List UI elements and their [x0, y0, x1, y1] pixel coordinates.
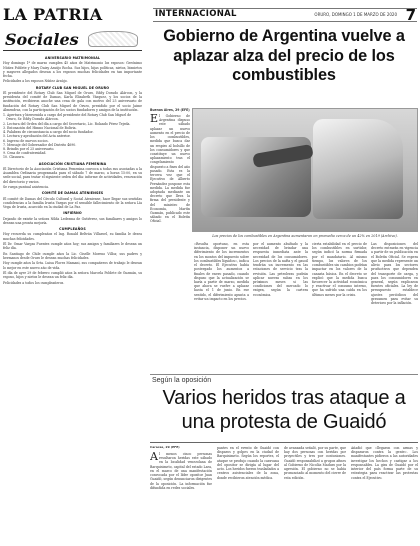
- sidebar-block-heading: ANIVERSARIO MATRIMONIAL: [44, 56, 101, 60]
- article2-column-3: de avanzada señaló, por su parte, que hay dos personas con heridas por proyectiles y tres por contusiones. Guaidó responsabilizó a grupos afines al Gobierno de Nicolás Maduro por la agresión. El gobierno no se había pronunciado al momento del cierre de esta edición.: [284, 446, 346, 480]
- sidebar-block-heading: ROTARY CLUB SAN MIGUEL DE ORURO: [35, 85, 110, 90]
- divider: [150, 442, 418, 443]
- article1-dropcap: E: [150, 114, 159, 125]
- sidebar-paragraph: Se ruega puntual asistencia.: [3, 185, 50, 190]
- article2-column-1: [150, 452, 212, 544]
- decorative-ornament: [88, 31, 138, 47]
- sidebar-paragraph: 7. Mensaje del Gobernador del Distrito 4690.: [3, 142, 77, 147]
- article2-byline: Caracas, 29 (EFE): [150, 446, 180, 449]
- article2-col1-text: l menos cinco personas resultaron heridas este sábado en la localidad venezolana de Barquisimeto, capital del estado Lara, en el marco de una manifestación convocada por el líder opositor Juan Guaidó, según denunciaron dirigentes de la oposición. La información fue difundida en redes sociales.: [150, 452, 212, 490]
- article1-column-4: cierta estabilidad en el precio de los combustibles en surtidor, según indicó la norma firmada por el mandatario. Al mismo tiempo, los valores de los combustibles sin cambios podrían impactar en los valores de la canasta básica. En el decreto se explicó que la medida busca favorecer la actividad económica y reactivar el consumo interno, que ha sufrido una caída en los últimos meses por la crisis.: [312, 242, 367, 297]
- article1-headline: Gobierno de Argentina vuelve a aplazar alza del precio de los combustibles: [163, 27, 405, 85]
- fuel-station-photo: [192, 108, 418, 232]
- sidebar-paragraph: El Dr. Omar Vargas Fuentes cumple años hoy; sus amigos y familiares le desean un feliz día.: [3, 242, 142, 251]
- sidebar-paragraph: 1. Apertura y bienvenida a cargo del presidente del Rotary Club San Miguel de Oruro, Sr. Eddy Dorado Alárcon.: [3, 113, 132, 122]
- sidebar-paragraph: 4. Palabras de circunstancia a cargo del socio fundador.: [3, 130, 94, 135]
- sidebar-paragraph: Hoy domingo 1º de marzo cumplen 45 años de Matrimonio los esposos: Gerónimo Núñez Poblete y Mary Daisy Araújo Rocha. Sus hijos, hijas políticas, nietos, bisnietos y mayores allegados desean a los esposos muchas felicidades en tan importante fecha.: [3, 61, 142, 78]
- sociales-banner: [3, 28, 142, 54]
- sidebar-paragraph: 9. Cena de confraternidad.: [3, 151, 47, 156]
- sidebar-paragraph: 2. Lectura del Orden del día a cargo del Secretario, Lic. Rolando Pérez Tejeda.: [3, 121, 131, 126]
- sidebar-block-heading: CUMPLEAÑOS: [59, 227, 86, 232]
- sidebar-paragraph: En Santiago de Chile cumple años la Lic. Giselle Moreno Villca; sus padres y hermanos desde Oruro le desean muchas felicidades.: [3, 251, 142, 260]
- article2-headline: Varios heridos tras ataque a una protesta de Guaidó: [162, 387, 406, 433]
- article1-byline: Buenos Aires, 29 (EFE): [150, 108, 190, 112]
- sidebar-block-heading: INFIERNO: [63, 211, 82, 216]
- sidebar-paragraph: El Directorio de la Asociación Cristiana Femenina convoca a todas sus asociadas a la Asamblea Ordinaria programada para el sábado 7 de marzo, a horas 15:00, en su sede social, para tratar el siguiente orden del día: informe de actividades, renovación del directorio y varios.: [3, 167, 142, 184]
- page-number: 7: [405, 6, 416, 24]
- photo-caption: Los precios de los combustibles en Argentina aumentaron en promedio cerca de un 42% en 2019 (Archivo).: [212, 234, 398, 238]
- sidebar-blocks: [3, 56, 142, 285]
- article1-col1-text: l Gobierno de Argentina dispuso este sábado aplazar un nuevo aumento en el precio de los combustibles, medida que busca dar un respiro al bolsillo de los consumidores y que constituye un nuevo aplazamiento tras el congelamiento dispuesto a fines del año pasado. Esta es la tercera vez que el Ejecutivo de Alberto Fernández pospone esta medida. La medida fue adoptada mediante un decreto que lleva la firma del presidente y del ministro de Economía, Martín Guzmán, publicado este sábado en el Boletín Oficial.: [150, 114, 190, 224]
- divider: [3, 50, 142, 51]
- sidebar-paragraph: Hoy recuerda su cumpleaños el Ing. Ronald Beltrán Villaroel, su familia le desea muchas felicidades.: [3, 232, 142, 241]
- sidebar-block-heading: COMITÉ DE DAMAS ATENIENSES: [41, 191, 104, 196]
- sidebar-paragraph: 8. Brindis por el 25 aniversario.: [3, 147, 55, 151]
- article1-column-2: «Resulta oportuno, en esta instancia, disponer un nuevo diferimiento de los incrementos en los montos del impuesto sobre los combustibles líquidos», indica el decreto. El Ejecutivo había postergado los aumentos a finales de enero pasado, cuando dispuso que la actualización se haría a partir de marzo, medida que ahora se vuelve a aplazar hasta el 1 de junio. En ese sentido, el diferimiento apunta a evitar un impacto en los precios.: [194, 242, 249, 301]
- sidebar-paragraph: 10. Clausura.: [3, 155, 25, 160]
- main-content: [150, 24, 418, 544]
- sidebar-paragraph: El presidente del Rotary Club San Miguel de Oruro, Eddy Dorado Alárcon, y la presidenta del comité de Damas, Karla Elizabeth Vásquez, y los socios de la institución, recibieron anoche una cena de gala con motivo del 25 aniversario de fundación del Rotary Club San Miguel de Oruro, presidido por el socio Jaime Almendras, con la participación de los socios fundadores y amigos de la institución.: [3, 90, 142, 112]
- article1-column-1: [150, 114, 190, 372]
- sidebar-paragraph: 5. Lectura y aprobación del Acta anterior.: [3, 134, 71, 139]
- sidebar-paragraph: El día de ayer 29 de febrero cumplió años la señora Marcela Poblete de Guzmán, su esposo, hijos y nietos le desean un feliz día.: [3, 270, 142, 280]
- section-name: INTERNACIONAL: [155, 9, 237, 19]
- article2-column-4: Añadió que «llegaron con armas y dispararon contra la gente». Los manifestantes pidieron a las autoridades investigar los hechos y castigar a los responsables. La gira de Guaidó por el interior del país forma parte de su estrategia para reactivar las protestas contra el Ejecutivo.: [351, 446, 418, 480]
- sidebar-paragraph: Felicidades a todos los cumpleañeros.: [3, 280, 65, 285]
- sidebar-paragraph: 6. Ingreso de nuevos socios.: [3, 138, 49, 143]
- article2-kicker-bar: [150, 374, 418, 386]
- section-header: [153, 8, 417, 22]
- page-header: [3, 4, 417, 26]
- article2-dropcap: A: [150, 452, 158, 463]
- photo-shape: [313, 119, 403, 219]
- sidebar-paragraph: Hoy cumple años la Srta. Luisa Flores Mamani, sus compañeros de trabajo le desean lo mejor en este nuevo año de vida.: [3, 261, 142, 270]
- sidebar-paragraph: El comité de Damas del Círculo Cultural y Social Ateniense, hace llegar sus sentidas condolencias a la familia Irusta Vargas por el sensible fallecimiento de la señora Lía Vega de Irusta, acaecido en la ciudad de La Paz.: [3, 196, 142, 210]
- article2-column-2: pantes en el evento de Guaidó con disparos y golpes en la ciudad de Barquisimeto. Según los reportes, el ataque se produjo cuando la caravana del opositor se dirigía al lugar del acto. Los heridos fueron trasladados a centros asistenciales de la zona, donde recibieron atención médica.: [217, 446, 279, 480]
- sidebar-paragraph: Dejando de existir la señora Nilda Ledezma de Gutiérrez, sus familiares y amigos lo desean una pronta mejoría.: [3, 216, 142, 225]
- article2-kicker: Según la oposición: [152, 377, 212, 384]
- sidebar-paragraph: 3. Entonación del Himno Nacional de Bolivia.: [3, 125, 77, 130]
- article1-column-5: Las disposiciones del decreto entrarán en vigencia a partir de su publicación en el Boletín Oficial. Se espera que la medida represente un alivio para los sectores productivos que dependen del transporte de carga, y para los consumidores en general, según explicaron fuentes oficiales. La ley de presupuesto establece ajustes periódicos del gravamen para evitar su deterioro por la inflación.: [371, 242, 418, 306]
- sociales-title: Sociales: [5, 30, 79, 49]
- sociales-sidebar: [3, 28, 142, 542]
- sidebar-block-heading: ASOCIACIÓN CRISTIANA FEMENINA: [38, 161, 107, 166]
- masthead: LA PATRIA: [3, 5, 103, 24]
- article1-column-3: por el aumento abultado y la necesidad de brindar una respuesta inmediata ante la necesidad de los consumidores. Los precios de la nafta y el gasoil tendrán un incremento en las estaciones de servicio tras la revisión. Las petroleras podrán aplicar nuevas subas en los próximos meses si las condiciones del mercado lo exigen, según la cartera económica.: [253, 242, 308, 297]
- sidebar-paragraph: Felicidades a los esposos Núñez Araújo.: [3, 79, 68, 84]
- dateline: ORURO, DOMINGO 1 DE MARZO DE 2020: [314, 12, 397, 17]
